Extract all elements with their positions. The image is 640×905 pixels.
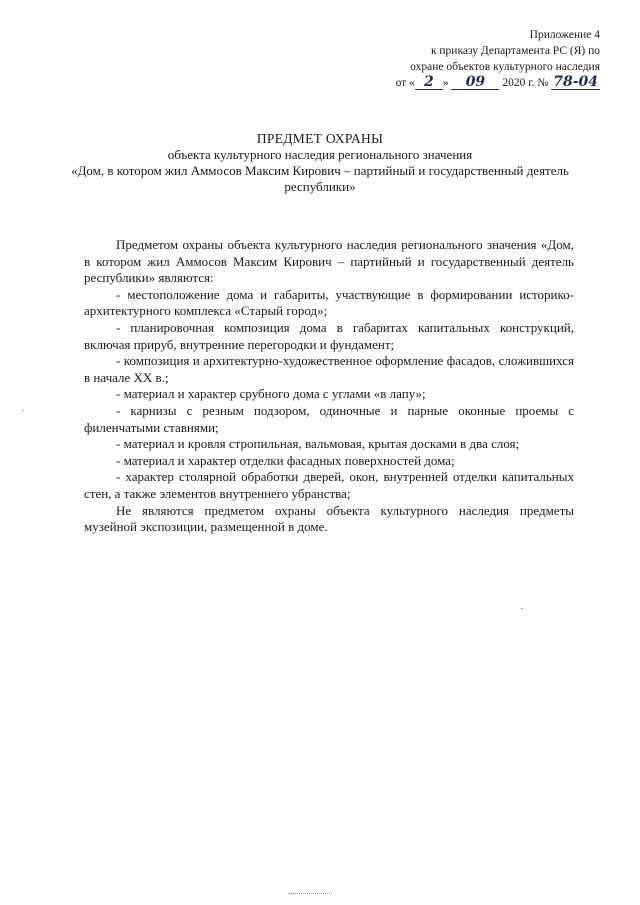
date-prefix: от «	[395, 77, 415, 89]
title-line-3: «Дом, в котором жил Аммосов Максим Кирович – партийный и государственный деятель	[71, 163, 569, 178]
body-paragraph: Не являются предметом охраны объекта культурного наследия предметы музейной экспозиции, размещенной в доме.	[84, 502, 574, 535]
date-year-number: 2020 г. №	[502, 77, 549, 89]
title-line-2: объекта культурного наследия регионального значения	[167, 147, 473, 162]
scan-speck	[22, 410, 24, 411]
body-paragraph: - материал и кровля стропильная, вальмовая, крытая досками в два слоя;	[116, 436, 520, 452]
document-body	[84, 237, 574, 536]
title-line-4: республики»	[284, 179, 356, 194]
body-paragraph: - материал и характер отделки фасадных поверхностей дома;	[116, 452, 455, 468]
scan-speck	[521, 608, 523, 609]
handwritten-day: 2	[415, 76, 443, 90]
appendix-header	[340, 27, 600, 91]
body-paragraph: - карнизы с резным подзором, одиночные и парные оконные проемы с филенчатыми ставнями;	[84, 402, 574, 435]
date-mid: »	[442, 77, 449, 89]
handwritten-month: 09	[451, 76, 499, 90]
appendix-line-1: Приложение 4	[529, 29, 600, 41]
document-heading: ПРЕДМЕТ ОХРАНЫ	[256, 131, 384, 146]
body-paragraph: - материал и характер срубного дома с углами «в лапу»;	[116, 386, 426, 402]
body-paragraph: - композиция и архитектурно-художественное оформление фасадов, сложившихся в начале XX в.;	[84, 353, 574, 385]
body-paragraph: - характер столярной обработки дверей, окон, внутренней отделки капитальных стен, а также элементов внутреннего убранства;	[84, 469, 574, 501]
body-paragraph: - планировочная композиция дома в габаритах капитальных конструкций, включая прируб, внутренние перегородки и фундамент;	[84, 319, 574, 352]
scan-footer-mark	[288, 893, 332, 899]
handwritten-order-number: 78-04	[553, 74, 598, 90]
body-paragraph: - местоположение дома и габариты, участвующие в формировании историко-архитектурного комплекса «Старый город»;	[84, 286, 574, 319]
body-paragraph: Предметом охраны объекта культурного наследия регионального значения «Дом, в котором жил Аммосов Максим Кирович – партийный и государственный деятель республики» являются:	[84, 237, 574, 286]
document-title-block	[60, 131, 580, 195]
appendix-date-line	[340, 75, 600, 91]
appendix-line-2: к приказу Департамента РС (Я) по	[430, 45, 600, 57]
appendix-line-3: охране объектов культурного наследия	[410, 61, 600, 73]
